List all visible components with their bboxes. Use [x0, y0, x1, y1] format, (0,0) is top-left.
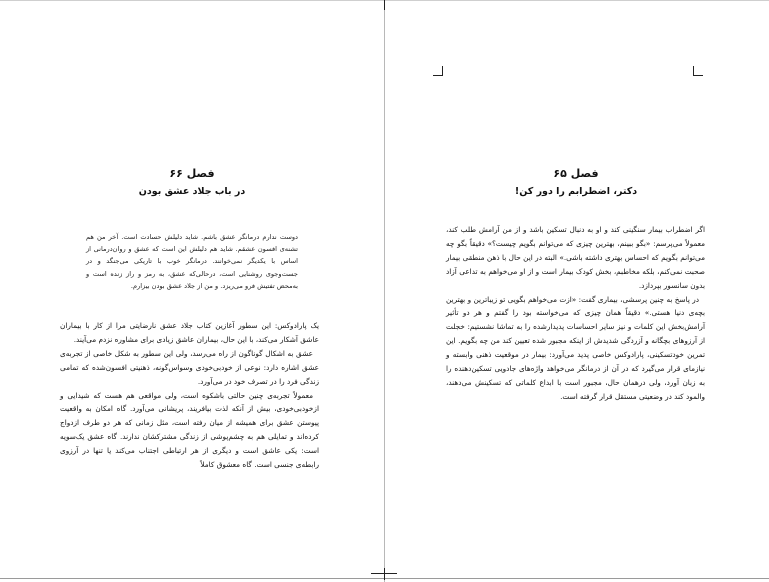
- chapter-66-subtitle: در باب جلاد عشق بودن: [138, 186, 246, 197]
- left-page: [0, 0, 384, 582]
- chapter-66-paragraph: یک پارادوکس: این سطور آغازین کتاب جلاد عشق نارضایتی مرا از کار با بیماران عاشق آشکار می‌کند، با این حال، بیماران عاشق زیادی برای مشاوره نزدم می‌آیند.: [60, 321, 319, 344]
- chapter-66-body: [60, 319, 319, 472]
- chapter-66-title: فصل ۶۶: [169, 167, 215, 180]
- chapter-66-paragraph: معمولاً تجربه‌ی چنین حالتی باشکوه است، ولی مواقعی هم هست که شیدایی و ازخودبی‌خودی، بیش از آنکه لذت بیافریند، پریشانی می‌آورد. گاه امکان به واقعیت پیوستن عشق برای همیشه از میان رفته است، مثل زمانی که هر دو طرف ازدواج کرده‌اند و تمایلی هم به چشم‌پوشی از زندگی مشترکشان ندارند. گاه عشق یک‌سویه است: یکی عاشق است و دیگری از هر ارتباطی اجتناب می‌کند یا تنها در آرزوی رابطه‌ی جنسی است. گاه معشوق کاملاً: [60, 390, 319, 470]
- chapter-65-title: فصل ۶۵: [553, 167, 599, 180]
- chapter-65-body: [446, 223, 705, 404]
- chapter-65-subtitle: دکتر، اضطرابم را دور کن!: [514, 186, 638, 197]
- chapter-66-paragraph: عشق به اشکال گوناگون از راه می‌رسد، ولی این سطور به شکل خاصی از تجربه‌ی عشق اشاره دارد: نوعی از خودبی‌خودی وسواس‌گونه، ذهنیتی افسون‌شده که تمامی زندگی فرد را در تصرف خود در می‌آورد.: [60, 348, 319, 386]
- right-page: [385, 0, 769, 582]
- chapter-65-paragraph: اگر اضطراب بیمار سنگینی کند و او به دنبال تسکین باشد و از من آرامش طلب کند، معمولاً می‌پرسم: «بگو ببینم، بهترین چیزی که می‌توانم بگویم چیست؟» دقیقاً بگو چه می‌توانم بگویم که احساس بهتری داشته باشی.» البته در این حال با ذهن منطقی بیمار صحبت نمی‌کنم، بلکه مخاطبم، بخش کودک بیمار است و از او می‌خواهم به تداعی آزاد بدون سانسور بپردازد.: [446, 225, 705, 290]
- chapter-65-paragraph: در پاسخ به چنین پرسشی، بیماری گفت: «ازت می‌خواهم بگویی تو زیباترین و بهترین بچه‌ی دنیا هستی.» دقیقاً همان چیزی که می‌خواسته بود را گفتم و هر دو تأثیر آرامش‌بخش این کلمات و نیز سایر احساسات پدیدارشده را به تماشا نشستیم: خجلت از آرزوهای بچگانه و آزردگی شدیدش از اینکه مجبور شده تعیین کند من چه بگویم. این تمرین خودتسکینی، پارادوکس خاصی پدید می‌آورد: بیمار در موقعیت ذهنی وابسته و نیازمای قرار می‌گیرد که در آن از درمانگر می‌خواهد واژه‌های جادویی تسکین‌دهنده را به زبان آورد، ولی درهمان حال، مجبور است با ابداع کلماتی که تسکینش می‌دهند، والمود کند در وضعیتی مستقل قرار گرفته است.: [446, 294, 705, 401]
- chapter-66-epigraph: دوست ندارم درمانگر عشق باشم. شاید دلیلش حسادت است. آخر من هم تشنه‌ی افسون عشقم. شاید هم دلیلش این است که عشق و روان‌درمانی از اساس با یکدیگر نمی‌خوانند. درمانگر خوب با تاریکی می‌جنگد و در جست‌وجوی روشنایی است، درحالی‌که عشق، به رمز و راز زنده است و به‌محض تفتیش فرو می‌ریزد. و من از جلاد عشق بودن بیزارم.: [86, 233, 298, 290]
